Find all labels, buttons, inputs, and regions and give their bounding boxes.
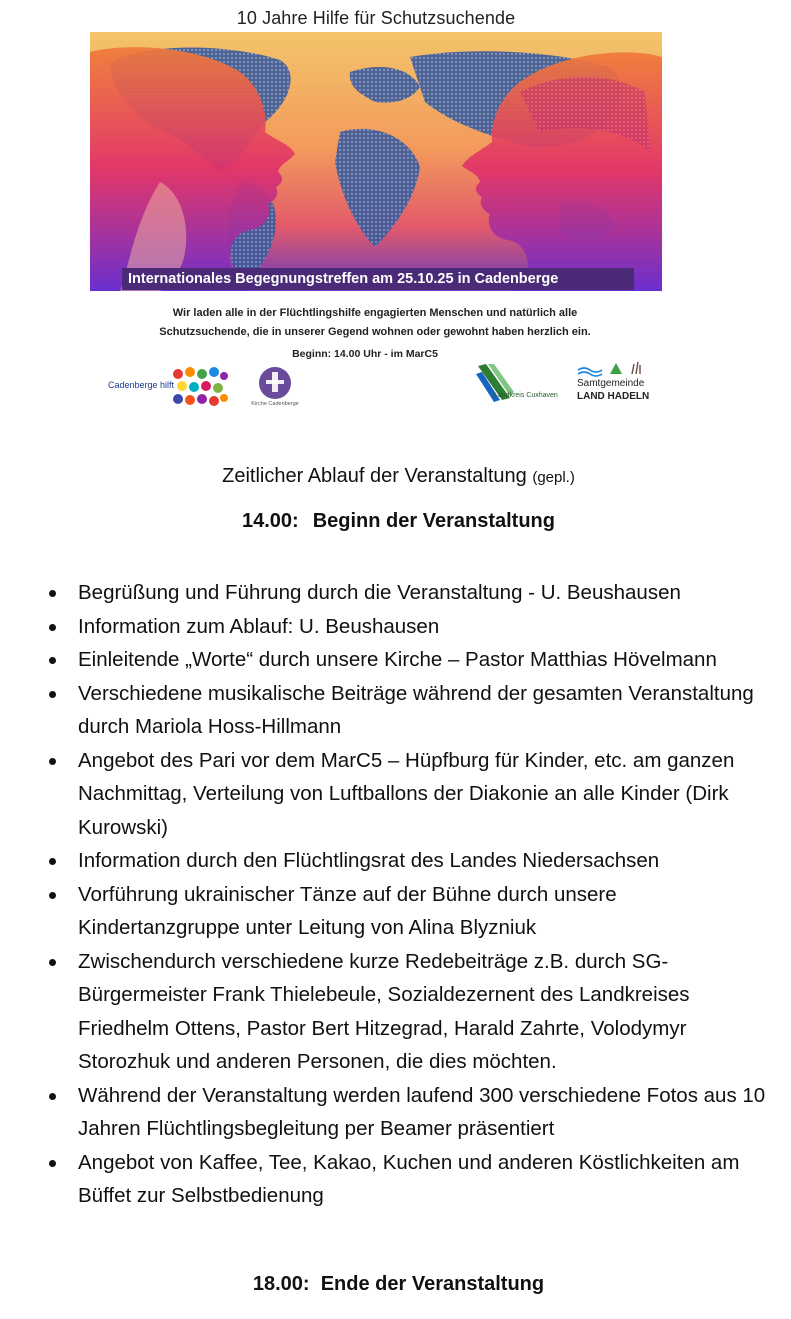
samtgemeinde-label: Samtgemeinde [577,378,645,389]
start-heading [0,510,791,533]
agenda-item: Information zum Ablauf: U. Beushausen [78,610,778,644]
end-time: 18.00: [252,1273,310,1295]
church-logo-caption: Kirche Cadenberge [251,401,299,407]
agenda-item: Begrüßung und Führung durch die Veranstaltung - U. Beushausen [78,576,778,610]
invitation-line-1: Wir laden alle in der Flüchtlingshilfe engagierten Menschen und natürlich alle [172,307,578,319]
agenda-item: Vorführung ukrainischer Tänze auf der Bühne durch unsere Kindertanzgruppe unter Leitung von Alina Blyzniuk [78,878,778,945]
landkreis-cuxhaven-logo [476,362,556,406]
agenda-item: Angebot von Kaffee, Tee, Kakao, Kuchen und anderen Köstlichkeiten am Büffet zur Selbstbedienung [78,1146,778,1213]
schedule-heading-text: Zeitlicher Ablauf der Veranstaltung [222,465,527,487]
landkreis-logo-caption: Landkreis Cuxhaven [494,392,558,399]
agenda-item: Information durch den Flüchtlingsrat des Landes Niedersachsen [78,844,778,878]
flyer-title: 10 Jahre Hilfe für Schutzsuchende [236,8,516,28]
agenda-item: Während der Veranstaltung werden laufend 300 verschiedene Fotos aus 10 Jahren Flüchtlingsbegleitung per Beamer präsentiert [78,1079,778,1146]
world-map-faces-illustration [90,32,662,291]
invitation-text [110,304,640,342]
end-label: Ende der Veranstaltung [320,1273,545,1295]
schedule-heading-note: (gepl.) [532,469,575,486]
start-time: 14.00: [242,510,299,532]
cadenberge-hilft-logo-text: Cadenberge hilft [108,380,175,390]
agenda-item: Angebot des Pari vor dem MarC5 – Hüpfburg für Kinder, etc. am ganzen Nachmittag, Verteilung von Luftballons der Diakonie an alle Kinder (Dirk Kurowski) [78,744,778,845]
colorful-hands-logo [170,366,230,408]
agenda-item: Einleitende „Worte“ durch unsere Kirche – Pastor Matthias Hövelmann [78,643,778,677]
land-hadeln-label: LAND HADELN [577,391,650,402]
church-logo [250,366,300,410]
end-heading [0,1273,791,1296]
schedule-heading [0,465,791,488]
start-label: Beginn der Veranstaltung [312,510,555,532]
start-time-line: Beginn: 14.00 Uhr - im MarC5 [292,348,438,360]
banner-caption: Internationales Begegnungstreffen am 25.10.25 in Cadenberge [122,268,634,290]
samtgemeinde-land-hadeln-logo [574,360,654,406]
agenda-list [78,576,778,1213]
invitation-line-2: Schutzsuchende, die in unserer Gegend wohnen oder gewohnt haben herzlich ein. [159,326,591,338]
event-banner-image [90,32,662,291]
agenda-item: Verschiedene musikalische Beiträge während der gesamten Veranstaltung durch Mariola Hoss-Hillmann [78,677,778,744]
agenda-item: Zwischendurch verschiedene kurze Redebeiträge z.B. durch SG-Bürgermeister Frank Thielebeule, Sozialdezernent des Landkreises Friedhelm Ottens, Pastor Bert Hitzegrad, Harald Zahrte, Volodymyr Storozhuk und anderen Personen, die dies möchten. [78,945,778,1079]
